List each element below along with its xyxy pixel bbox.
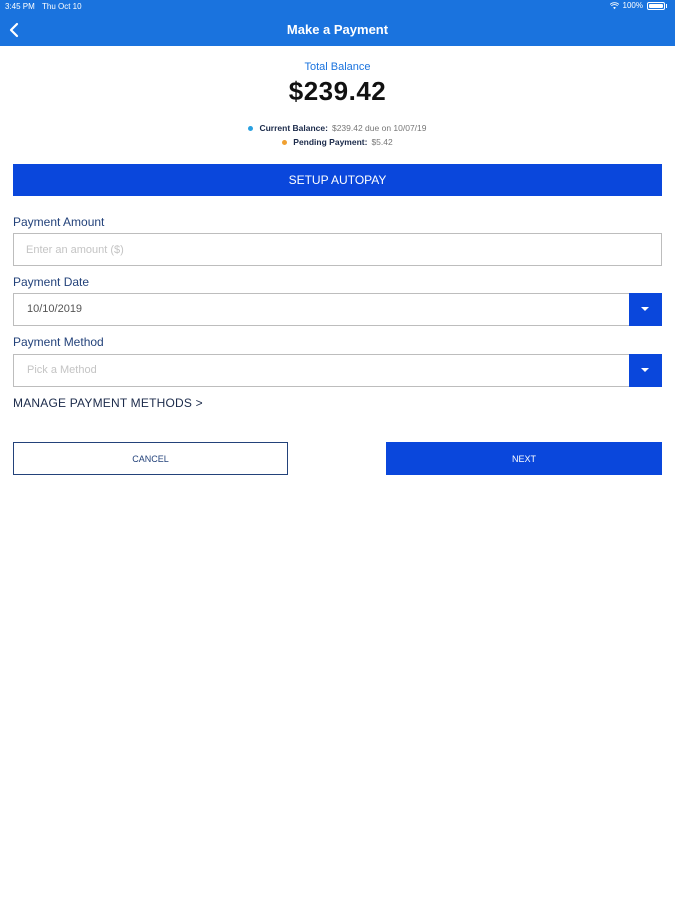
status-date: Thu Oct 10 [42,2,82,11]
payment-method-label: Payment Method [13,335,104,349]
payment-date-select[interactable] [13,293,662,326]
payment-amount-field [13,233,662,266]
cancel-button[interactable]: CANCEL [13,442,288,475]
wifi-icon [610,2,619,10]
pending-payment-line [0,137,675,147]
payment-date-label: Payment Date [13,275,90,289]
battery-icon [647,2,665,10]
current-balance-label: Current Balance: [259,123,328,133]
chevron-down-icon [641,307,649,311]
payment-method-select[interactable] [13,354,662,387]
pending-payment-dot [282,140,287,145]
chevron-down-icon [641,368,649,372]
current-balance-value: $239.42 due on 10/07/19 [331,123,427,133]
payment-amount-input[interactable] [14,234,661,265]
page-title: Make a Payment [286,22,389,37]
next-button[interactable]: NEXT [386,442,662,475]
payment-date-value: 10/10/2019 [27,303,83,315]
status-time: 3:45 PM [5,2,35,11]
pending-payment-label: Pending Payment: [293,137,368,147]
pending-payment-value: $5.42 [371,137,393,147]
battery-nub [666,4,667,8]
status-right [610,1,667,10]
current-balance-dot [248,126,253,131]
date-dropdown-button[interactable] [629,293,662,326]
payment-method-placeholder: Pick a Method [27,364,97,376]
battery-percent: 100% [622,1,643,10]
manage-payment-methods-link[interactable]: MANAGE PAYMENT METHODS > [13,396,203,410]
current-balance-line [0,123,675,133]
total-balance-amount: $239.42 [288,76,387,106]
nav-bar [0,14,675,46]
payment-amount-label: Payment Amount [13,215,105,229]
total-balance-label: Total Balance [304,61,371,73]
method-dropdown-button[interactable] [629,354,662,387]
status-bar [0,0,675,14]
setup-autopay-button[interactable]: SETUP AUTOPAY [13,164,662,196]
